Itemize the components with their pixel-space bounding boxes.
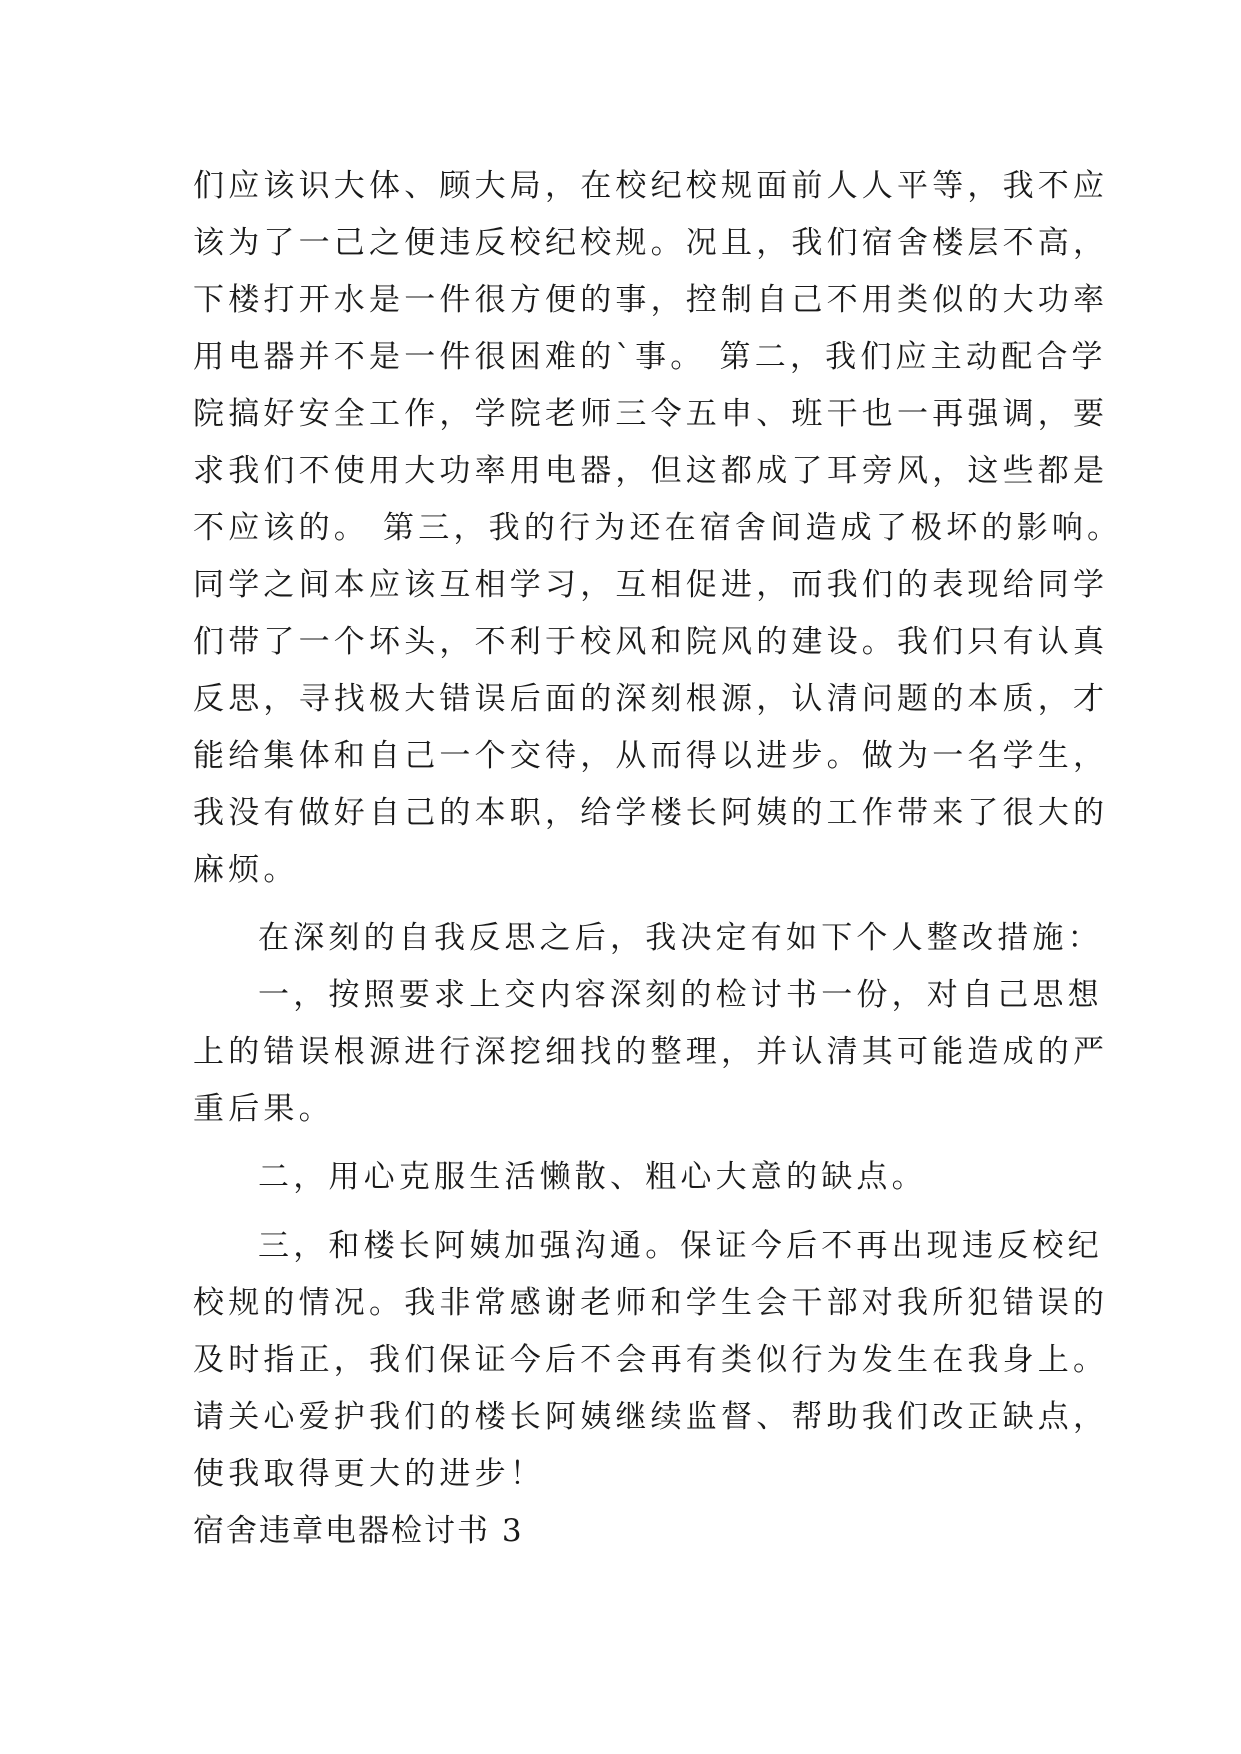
paragraph-line: 我没有做好自己的本职，给学楼长阿姨的工作带来了很大的 <box>193 795 1109 831</box>
paragraph-line: 重后果。 <box>193 1091 334 1127</box>
paragraph-line: 用电器并不是一件很困难的`事。 第二，我们应主动配合学 <box>193 339 1107 375</box>
paragraph-line: 们带了一个坏头，不利于校风和院风的建设。我们只有认真 <box>193 624 1109 660</box>
paragraph-line: 该为了一己之便违反校纪校规。况且，我们宿舍楼层不高， <box>193 225 1109 261</box>
paragraph-line: 麻烦。 <box>193 852 299 888</box>
paragraph-line: 及时指正，我们保证今后不会再有类似行为发生在我身上。 <box>193 1342 1109 1378</box>
paragraph-line: 们应该识大体、顾大局，在校纪校规面前人人平等，我不应 <box>193 168 1109 204</box>
paragraph-line: 上的错误根源进行深挖细找的整理，并认清其可能造成的严 <box>193 1034 1109 1070</box>
paragraph-line: 不应该的。 第三，我的行为还在宿舍间造成了极坏的影响。 <box>193 510 1123 546</box>
paragraph-line: 校规的情况。我非常感谢老师和学生会干部对我所犯错误的 <box>193 1285 1109 1321</box>
paragraph-line: 三，和楼长阿姨加强沟通。保证今后不再出现违反校纪 <box>258 1228 1103 1264</box>
paragraph-line: 请关心爱护我们的楼长阿姨继续监督、帮助我们改正缺点， <box>193 1399 1109 1435</box>
paragraph-line: 二，用心克服生活懒散、粗心大意的缺点。 <box>258 1159 927 1195</box>
paragraph-line: 下楼打开水是一件很方便的事，控制自己不用类似的大功率 <box>193 282 1109 318</box>
paragraph-line: 在深刻的自我反思之后，我决定有如下个人整改措施： <box>258 920 1103 956</box>
section-heading: 宿舍违章电器检讨书 3 <box>193 1513 524 1549</box>
paragraph-line: 求我们不使用大功率用电器，但这都成了耳旁风，这些都是 <box>193 453 1109 489</box>
paragraph-line: 能给集体和自己一个交待，从而得以进步。做为一名学生， <box>193 738 1109 774</box>
paragraph-line: 同学之间本应该互相学习，互相促进，而我们的表现给同学 <box>193 567 1109 603</box>
paragraph-line: 反思，寻找极大错误后面的深刻根源，认清问题的本质，才 <box>193 681 1109 717</box>
paragraph-line: 一，按照要求上交内容深刻的检讨书一份，对自己思想 <box>258 977 1103 1013</box>
paragraph-line: 使我取得更大的进步！ <box>193 1456 545 1492</box>
paragraph-line: 院搞好安全工作，学院老师三令五申、班干也一再强调，要 <box>193 396 1109 432</box>
